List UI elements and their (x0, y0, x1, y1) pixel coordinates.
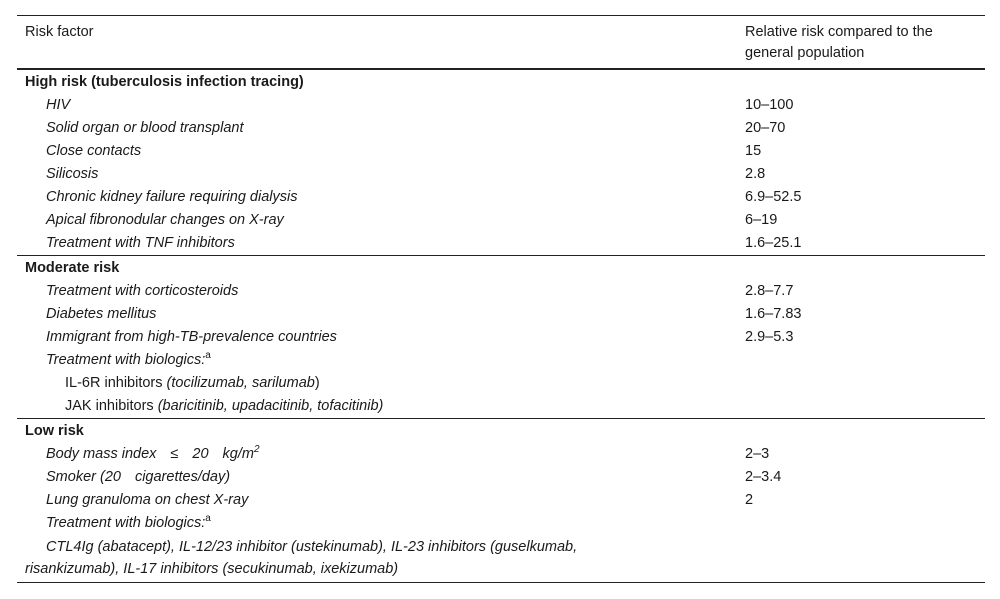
header-relative-risk (745, 22, 985, 64)
section-title: Low risk (25, 423, 84, 439)
footnote-marker: a (205, 513, 211, 524)
relative-risk: 1.6–25.1 (745, 235, 802, 251)
header-relative-risk-line2: general population (745, 45, 865, 61)
smoker-unit: cigarettes/day) (134, 469, 231, 485)
section-title: Moderate risk (25, 260, 120, 276)
table-row (17, 489, 985, 512)
table-row (17, 512, 985, 535)
risk-factor: Chronic kidney failure requiring dialysis (46, 189, 298, 205)
table-row (17, 209, 985, 232)
section-high-risk (17, 70, 985, 94)
risk-factor: Treatment with TNF inhibitors (46, 235, 235, 251)
footnote-marker: a (205, 350, 211, 361)
table-row (17, 186, 985, 209)
relative-risk: 15 (745, 143, 762, 159)
risk-factor: HIV (46, 97, 71, 113)
section-title: High risk (tuberculosis infection tracing) (25, 74, 304, 90)
risk-factor: Immigrant from high-TB-prevalence countries (46, 329, 337, 345)
bmi-operator: ≤ (170, 446, 179, 462)
table-header (17, 16, 985, 70)
risk-factor (17, 372, 745, 395)
relative-risk: 2.8 (745, 166, 766, 182)
relative-risk: 2.8–7.7 (745, 283, 794, 299)
relative-risk: 2.9–5.3 (745, 329, 794, 345)
table-row (17, 395, 985, 418)
risk-factor: Close contacts (46, 143, 142, 159)
biologics-label: Treatment with biologics: (46, 515, 206, 531)
drug-list-close: ) (314, 375, 320, 391)
risk-factor: Solid organ or blood transplant (46, 120, 244, 136)
risk-factor: Lung granuloma on chest X-ray (46, 492, 249, 508)
table-row (17, 94, 985, 117)
risk-factor (17, 349, 745, 372)
biologics-list-line1: CTL4Ig (abatacept), IL-12/23 inhibitor (ustekinumab), IL-23 inhibitors (guselkumab, (46, 539, 578, 555)
table-row (17, 372, 985, 395)
relative-risk: 2–3 (745, 446, 770, 462)
section-low-risk (17, 418, 985, 443)
table-row (17, 326, 985, 349)
table-row (17, 163, 985, 186)
biologics-list-line2: risankizumab), IL-17 inhibitors (secukinumab, ixekizumab) (25, 561, 399, 577)
table-row (17, 303, 985, 326)
bmi-value: 20 (192, 446, 209, 462)
drug-list: (tocilizumab, sarilumab (166, 375, 315, 391)
relative-risk: 2 (745, 492, 754, 508)
table-row (17, 280, 985, 303)
relative-risk: 6–19 (745, 212, 778, 228)
section-moderate-risk (17, 255, 985, 280)
smoker-label: Smoker (20 (46, 469, 121, 485)
bmi-unit: kg/m (222, 446, 254, 462)
drug-class: IL-6R inhibitors (65, 375, 163, 391)
risk-factor (17, 443, 745, 466)
relative-risk: 20–70 (745, 120, 786, 136)
table-row (17, 117, 985, 140)
relative-risk: 2–3.4 (745, 469, 782, 485)
header-risk-factor: Risk factor (25, 24, 94, 40)
table-row (17, 535, 985, 582)
risk-factor: Silicosis (46, 166, 99, 182)
bmi-label: Body mass index (46, 446, 157, 462)
table-row (17, 349, 985, 372)
risk-factor: Diabetes mellitus (46, 306, 157, 322)
bmi-exponent: 2 (253, 444, 260, 455)
risk-factor (17, 395, 745, 418)
drug-class: JAK inhibitors (65, 398, 154, 414)
risk-factor: Treatment with corticosteroids (46, 283, 239, 299)
drug-list: (baricitinib, upadacitinib, tofacitinib) (157, 398, 384, 414)
risk-factor: Apical fibronodular changes on X-ray (46, 212, 284, 228)
table-row (17, 466, 985, 489)
header-relative-risk-line1: Relative risk compared to the (745, 24, 933, 40)
risk-factor (17, 466, 745, 489)
relative-risk: 6.9–52.5 (745, 189, 802, 205)
risk-factor (17, 512, 745, 535)
relative-risk: 10–100 (745, 97, 794, 113)
risk-table (17, 15, 985, 583)
relative-risk: 1.6–7.83 (745, 306, 802, 322)
table-row (17, 232, 985, 255)
table-row (17, 140, 985, 163)
table-row (17, 443, 985, 466)
biologics-label: Treatment with biologics: (46, 352, 206, 368)
